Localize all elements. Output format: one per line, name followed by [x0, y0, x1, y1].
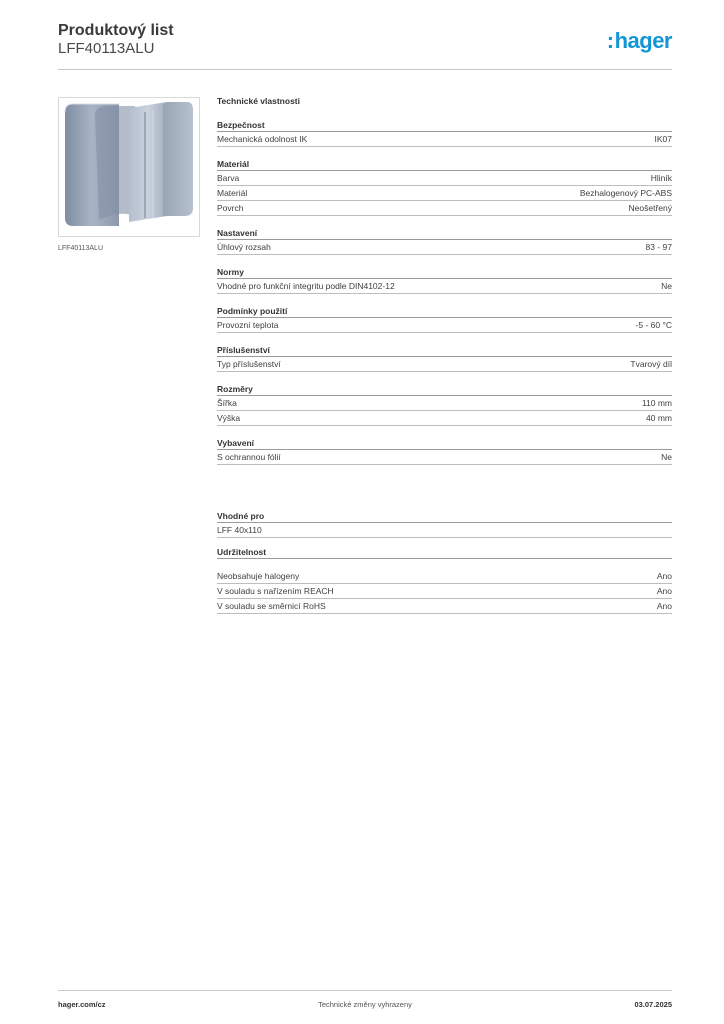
hager-logo[interactable] — [607, 28, 672, 54]
spec-value: 40 mm — [646, 413, 672, 423]
section-title: Udržitelnost — [217, 546, 672, 559]
suitable-item[interactable]: LFF 40x110 — [217, 523, 672, 538]
spec-label: V souladu se směrnicí RoHS — [217, 601, 326, 611]
spec-label: Typ příslušenství — [217, 359, 281, 369]
section-title: Normy — [217, 266, 672, 279]
section-title: Rozměry — [217, 383, 672, 396]
section-title: Materiál — [217, 158, 672, 171]
spec-row — [217, 318, 672, 333]
specs-title: Technické vlastnosti — [217, 96, 300, 106]
spec-row — [217, 279, 672, 294]
spec-row — [217, 599, 672, 614]
spec-row — [217, 584, 672, 599]
spec-row — [217, 396, 672, 411]
spec-label: Neobsahuje halogeny — [217, 571, 300, 581]
suitable-for-section — [217, 510, 672, 538]
spec-label: S ochrannou fólií — [217, 452, 281, 462]
spec-label: Vhodné pro funkční integritu podle DIN4102-12 — [217, 281, 395, 291]
image-caption: LFF40113ALU — [58, 245, 104, 252]
spec-label: Materiál — [217, 188, 248, 198]
spec-value: 110 mm — [641, 398, 672, 408]
spec-value: IK07 — [654, 134, 672, 144]
spec-label: Mechanická odolnost IK — [217, 134, 308, 144]
spec-label: Výška — [217, 413, 241, 423]
spec-section — [217, 344, 672, 372]
spec-row — [217, 201, 672, 216]
spec-label: Úhlový rozsah — [217, 242, 271, 252]
spacer — [217, 559, 672, 569]
spec-value: 83 - 97 — [645, 242, 672, 252]
spec-value: Ne — [661, 281, 672, 291]
section-title: Vhodné pro — [217, 510, 672, 523]
spec-value: -5 - 60 °C — [635, 320, 672, 330]
spec-label: Šířka — [217, 398, 237, 408]
spec-label: V souladu s nařízením REACH — [217, 586, 334, 596]
product-image — [58, 97, 200, 237]
spacer — [217, 476, 672, 510]
spec-section — [217, 119, 672, 147]
spec-section — [217, 383, 672, 426]
spec-section — [217, 227, 672, 255]
spec-section — [217, 437, 672, 465]
spec-value: Ano — [656, 601, 672, 611]
logo-prefix: : — [606, 28, 614, 53]
spec-label: Provozní teplota — [217, 320, 279, 330]
page-footer — [58, 990, 672, 1016]
spec-value: Hliník — [650, 173, 672, 183]
spec-label: Barva — [217, 173, 240, 183]
cable-duct-corner-image — [59, 98, 199, 236]
spec-row — [217, 171, 672, 186]
spec-row — [217, 240, 672, 255]
disclaimer: Technické změny vyhrazeny — [318, 1000, 412, 1009]
spec-section — [217, 266, 672, 294]
footer-date: 03.07.2025 — [634, 1000, 672, 1009]
spec-row — [217, 357, 672, 372]
spec-value: Bezhalogenový PC-ABS — [579, 188, 672, 198]
section-title: Vybavení — [217, 437, 672, 450]
spec-row — [217, 450, 672, 465]
spec-label: Povrch — [217, 203, 244, 213]
section-title: Příslušenství — [217, 344, 672, 357]
spec-value: Ne — [661, 452, 672, 462]
spec-section — [217, 305, 672, 333]
document-title: Produktový list — [58, 22, 174, 39]
spec-row — [217, 569, 672, 584]
spec-value: Ano — [656, 586, 672, 596]
section-title: Bezpečnost — [217, 119, 672, 132]
spec-value: Ano — [656, 571, 672, 581]
website-link[interactable]: hager.com/cz — [58, 1000, 106, 1009]
spec-row — [217, 186, 672, 201]
spec-section — [217, 158, 672, 216]
product-code: LFF40113ALU — [58, 40, 155, 57]
spec-row — [217, 132, 672, 147]
sustainability-section — [217, 546, 672, 614]
spec-value: Tvarový díl — [630, 359, 672, 369]
spec-value: Neošetřený — [628, 203, 672, 213]
page-header — [58, 22, 672, 70]
logo-text: hager — [614, 28, 672, 53]
section-title: Nastavení — [217, 227, 672, 240]
section-title: Podmínky použití — [217, 305, 672, 318]
spec-row — [217, 411, 672, 426]
technical-properties — [217, 95, 672, 625]
